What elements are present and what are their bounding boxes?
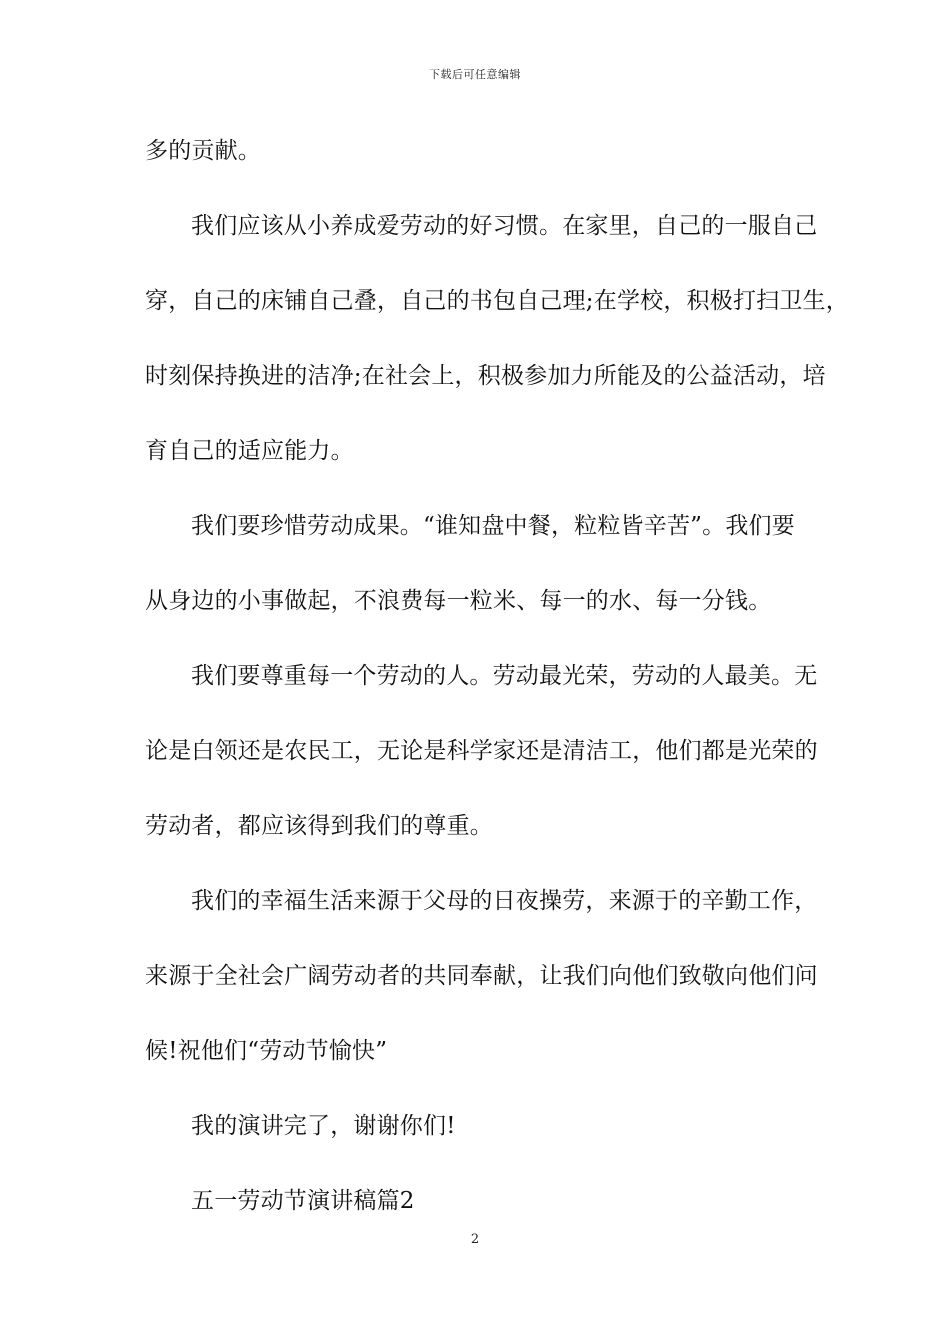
text-line: 来源于全社会广阔劳动者的共同奉献，让我们向他们致敬向他们问 bbox=[145, 963, 818, 989]
text-line: 论是白领还是农民工，无论是科学家还是清洁工，他们都是光荣的 bbox=[145, 738, 818, 764]
text-line: 我的演讲完了，谢谢你们! bbox=[191, 1113, 456, 1139]
text-line: 我们要尊重每一个劳动的人。劳动最光荣，劳动的人最美。无 bbox=[191, 663, 818, 689]
text-line: 多的贡献。 bbox=[145, 138, 261, 164]
text-line: 劳动者，都应该得到我们的尊重。 bbox=[145, 813, 493, 839]
page-number: 2 bbox=[470, 1232, 480, 1247]
text-line: 穿，自己的床铺自己叠，自己的书包自己理;在学校，积极打扫卫生， bbox=[145, 288, 849, 314]
text-line: 时刻保持换进的洁净;在社会上，积极参加力所能及的公益活动，培 bbox=[145, 363, 826, 389]
text-line: 我们应该从小养成爱劳动的好习惯。在家里，自己的一服自己 bbox=[191, 213, 818, 239]
section-title: 五一劳动节演讲稿篇2 bbox=[191, 1188, 415, 1214]
text-line: 育自己的适应能力。 bbox=[145, 438, 354, 464]
text-line: 候!祝他们“劳动节愉快” bbox=[145, 1038, 388, 1064]
text-line: 我们要珍惜劳动成果。“谁知盘中餐，粒粒皆辛苦”。我们要 bbox=[191, 513, 795, 539]
page-header: 下载后可任意编辑 bbox=[429, 68, 521, 81]
text-line: 我们的幸福生活来源于父母的日夜操劳，来源于的辛勤工作， bbox=[191, 888, 818, 914]
text-line: 从身边的小事做起，不浪费每一粒米、每一的水、每一分钱。 bbox=[145, 588, 772, 614]
